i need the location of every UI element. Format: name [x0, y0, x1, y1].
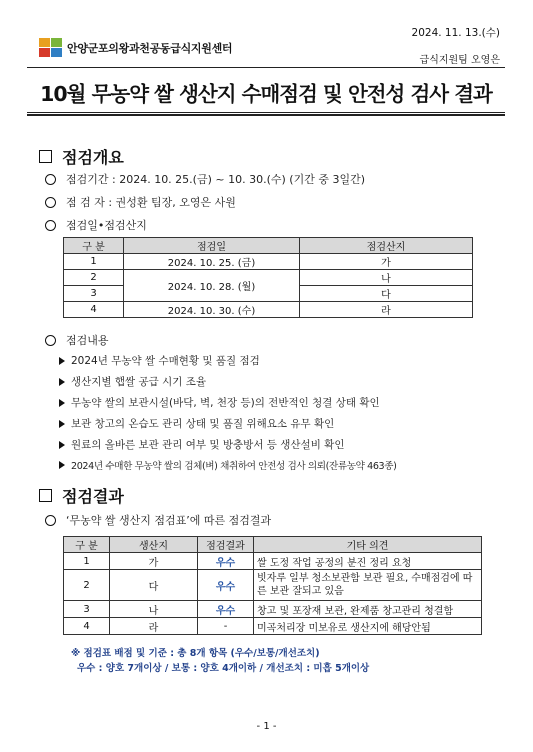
overview-inspector-text: 점 검 자 : 권성환 팀장, 오영은 사원	[66, 196, 236, 209]
table-header-cell: 점검산지	[300, 238, 473, 254]
list-item	[59, 395, 380, 410]
circle-bullet-icon	[45, 220, 56, 231]
table-cell-no: 4	[64, 302, 124, 318]
overview-schedule-label	[45, 217, 147, 233]
table-header-row	[64, 537, 482, 553]
table-cell-note: 쌀 도정 작업 공정의 분진 정리 요청	[254, 553, 482, 570]
list-item-text: 2024년 무농약 쌀 수매현황 및 품질 점검	[71, 355, 260, 367]
table-cell-site: 라	[110, 618, 198, 635]
page-number: - 1 -	[256, 721, 277, 732]
criteria-detail: 우수 : 양호 7개이상 / 보통 : 양호 4개이하 / 개선조치 : 미흡 5개이상	[77, 663, 370, 674]
table-cell-note: 빗자루 일부 청소보관함 보관 필요, 수매점검에 따른 보관 잘되고 있음	[254, 570, 482, 601]
list-item-text: 원료의 올바른 보관 관리 여부 및 방충방서 등 생산설비 확인	[71, 439, 345, 451]
table-header-row	[64, 238, 473, 254]
table-row	[64, 601, 482, 618]
table-header-cell: 구 분	[64, 238, 124, 254]
table-cell-site: 라	[300, 302, 473, 318]
table-cell-date: 2024. 10. 28. (월)	[124, 270, 300, 302]
circle-bullet-icon	[45, 174, 56, 185]
table-cell-site: 나	[110, 601, 198, 618]
table-cell-date: 2024. 10. 30. (수)	[124, 302, 300, 318]
title-rule-top	[27, 67, 505, 68]
table-header-cell: 기타 의견	[254, 537, 482, 553]
table-cell-note: 창고 및 포장재 보관, 완제품 창고관리 청결함	[254, 601, 482, 618]
list-item-text: 2024년 수매한 무농약 쌀의 검체(벼) 채취하여 안전성 검사 의뢰(잔류농약 463종)	[71, 461, 397, 472]
schedule-table	[63, 237, 473, 318]
page-title: 10월 무농약 쌀 생산지 수매점검 및 안전성 검사 결과	[40, 82, 492, 106]
list-item	[59, 437, 344, 452]
report-author: 급식지원팀 오영은	[419, 55, 500, 66]
results-intro-text: ‘무농약 쌀 생산지 점검표’에 따른 점검결과	[66, 514, 272, 527]
list-item-text: 생산지별 햅쌀 공급 시기 조율	[71, 376, 207, 388]
results-table	[63, 536, 482, 635]
triangle-bullet-icon	[59, 357, 65, 365]
table-header-cell: 구 분	[64, 537, 110, 553]
overview-content-label-text: 점검내용	[66, 334, 109, 347]
overview-period-text: 점검기간 : 2024. 10. 25.(금) ~ 10. 30.(수) (기간 중 3일간)	[66, 173, 365, 186]
title-rule-bottom	[27, 112, 505, 116]
results-intro	[45, 512, 271, 528]
overview-schedule-label-text: 점검일•점검산지	[66, 219, 147, 232]
list-item	[59, 374, 206, 389]
org-name: 안양군포의왕과천공동급식지원센터	[67, 42, 233, 55]
triangle-bullet-icon	[59, 399, 65, 407]
triangle-bullet-icon	[59, 378, 65, 386]
circle-bullet-icon	[45, 335, 56, 346]
section-results-heading	[39, 484, 124, 507]
table-cell-grade: 우수	[198, 601, 254, 618]
triangle-bullet-icon	[59, 461, 65, 469]
table-header-cell: 생산지	[110, 537, 198, 553]
section-results-title: 점검결과	[62, 487, 124, 506]
list-item	[59, 353, 260, 368]
org-logo-icon	[39, 38, 63, 58]
list-item-text: 보관 창고의 온습도 관리 상태 및 품질 위해요소 유무 확인	[71, 418, 335, 430]
table-row	[64, 270, 473, 286]
table-cell-no: 3	[64, 601, 110, 618]
list-item	[59, 458, 396, 472]
table-cell-no: 3	[64, 286, 124, 302]
overview-inspector	[45, 194, 236, 210]
table-cell-date: 2024. 10. 25. (금)	[124, 254, 300, 270]
table-cell-grade: 우수	[198, 553, 254, 570]
section-overview-title: 점검개요	[62, 148, 124, 167]
square-bullet-icon	[39, 150, 52, 163]
section-overview-heading	[39, 145, 124, 168]
circle-bullet-icon	[45, 515, 56, 526]
table-cell-site: 다	[110, 570, 198, 601]
circle-bullet-icon	[45, 197, 56, 208]
table-header-cell: 점검결과	[198, 537, 254, 553]
report-date: 2024. 11. 13.(수)	[411, 27, 500, 39]
list-item	[59, 416, 334, 431]
table-cell-note: 미곡처리장 미보유로 생산지에 해당안됨	[254, 618, 482, 635]
table-row	[64, 302, 473, 318]
table-row	[64, 618, 482, 635]
table-row	[64, 254, 473, 270]
table-cell-no: 1	[64, 553, 110, 570]
table-cell-no: 2	[64, 570, 110, 601]
table-header-cell: 점검일	[124, 238, 300, 254]
list-item-text: 무농약 쌀의 보관시설(바닥, 벽, 천장 등)의 전반적인 청결 상태 확인	[71, 397, 380, 409]
table-row	[64, 570, 482, 601]
overview-period	[45, 171, 365, 187]
triangle-bullet-icon	[59, 420, 65, 428]
table-cell-no: 2	[64, 270, 124, 286]
square-bullet-icon	[39, 489, 52, 502]
table-row	[64, 553, 482, 570]
table-cell-site: 나	[300, 270, 473, 286]
org-logo	[39, 38, 232, 58]
table-cell-no: 1	[64, 254, 124, 270]
table-cell-no: 4	[64, 618, 110, 635]
table-cell-site: 가	[110, 553, 198, 570]
table-cell-site: 다	[300, 286, 473, 302]
triangle-bullet-icon	[59, 441, 65, 449]
overview-content-label	[45, 332, 109, 348]
table-cell-site: 가	[300, 254, 473, 270]
table-cell-grade: 우수	[198, 570, 254, 601]
table-cell-grade: -	[198, 618, 254, 635]
criteria-note: ※ 점검표 배점 및 기준 : 총 8개 항목 (우수/보통/개선조치)	[71, 648, 320, 659]
